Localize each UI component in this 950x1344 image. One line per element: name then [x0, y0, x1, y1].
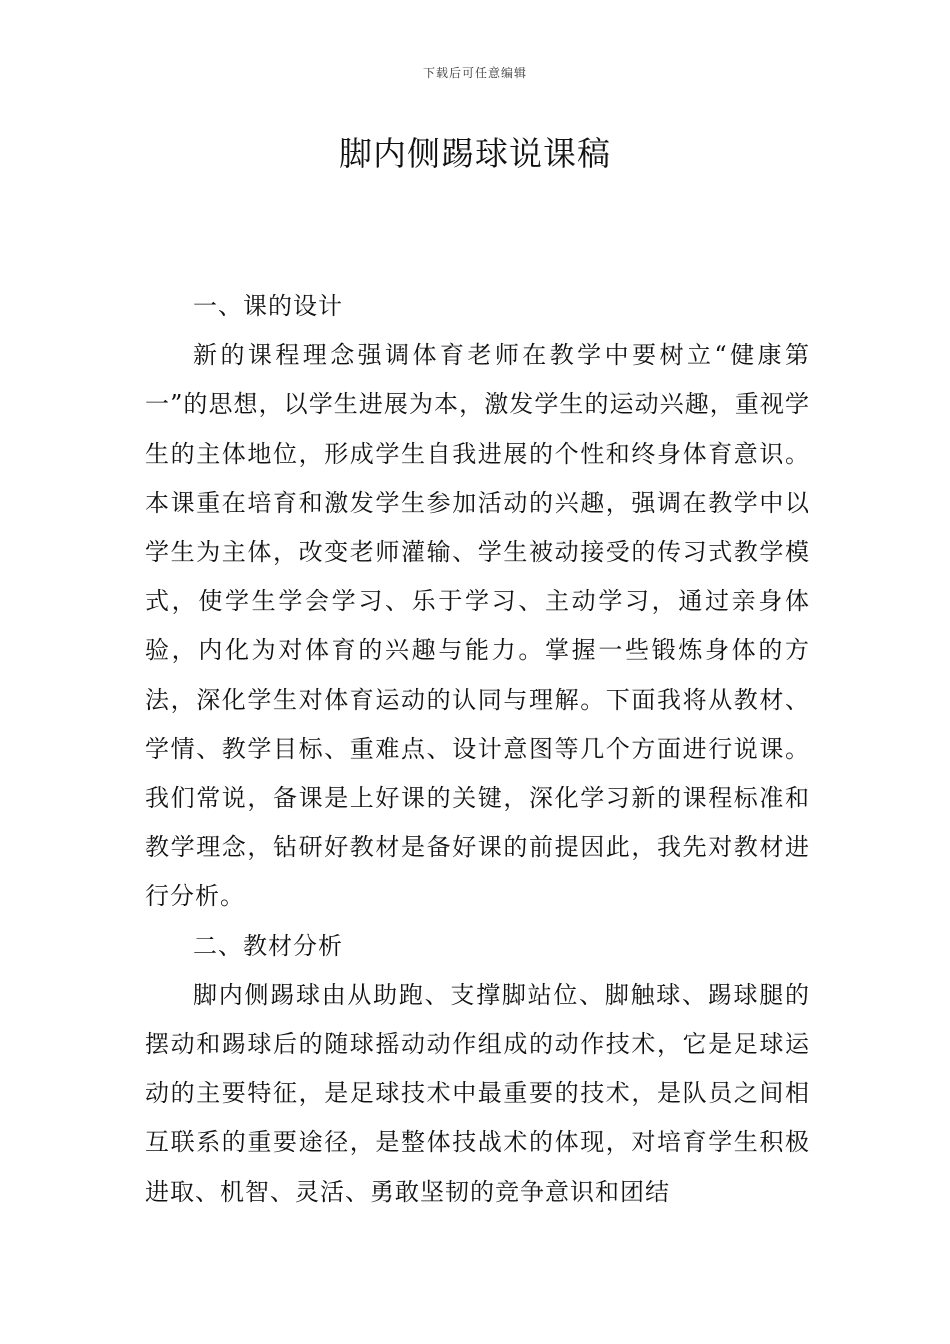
- paragraph-course-design: 新的课程理念强调体育老师在教学中要树立“健康第一”的思想，以学生进展为本，激发学生的运动兴趣，重视学生的主体地位，形成学生自我进展的个性和终身体育意识。本课重在培育和激发学生参加活动的兴趣，强调在教学中以学生为主体，改变老师灌输、学生被动接受的传习式教学模式，使学生学会学习、乐于学习、主动学习，通过亲身体验，内化为对体育的兴趣与能力。掌握一些锻炼身体的方法，深化学生对体育运动的认同与理解。下面我将从教材、学情、教学目标、重难点、设计意图等几个方面进行说课。我们常说，备课是上好课的关键，深化学习新的课程标准和教学理念，钻研好教材是备好课的前提因此，我先对教材进行分析。: [145, 341, 810, 911]
- section-heading-course-design: 一、课的设计: [193, 292, 343, 320]
- section-heading-material-analysis: 二、教材分析: [193, 931, 343, 960]
- paragraph-material-analysis: 脚内侧踢球由从助跑、支撑脚站位、脚触球、踢球腿的摆动和踢球后的随球摇动动作组成的动作技术，它是足球运动的主要特征，是足球技术中最重要的技术，是队员之间相互联系的重要途径，是整体技战术的体现，对培育学生积极进取、机智、灵活、勇敢坚韧的竞争意识和团结: [145, 980, 810, 1206]
- header-note: 下载后可任意编辑: [422, 66, 527, 80]
- document-title: 脚内侧踢球说课稿: [339, 134, 611, 173]
- document-body: [145, 282, 810, 1217]
